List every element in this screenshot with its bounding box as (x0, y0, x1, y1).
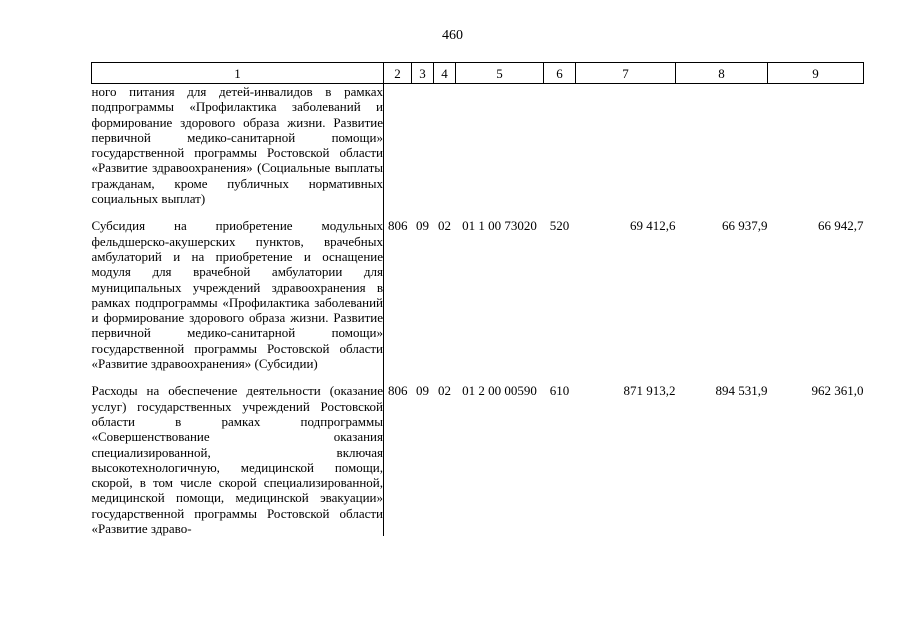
row-spacer (92, 371, 864, 383)
table-row (92, 218, 864, 371)
cell-target-article (456, 84, 544, 207)
table-row (92, 84, 864, 207)
column-header-3: 3 (412, 63, 434, 84)
column-header-1: 1 (92, 63, 384, 84)
cell-amount-year3: 66 942,7 (818, 218, 864, 234)
cell-amount-year1: 69 412,6 (630, 218, 676, 234)
cell-amount-year2 (676, 84, 768, 207)
column-header-7: 7 (576, 63, 676, 84)
column-header-2: 2 (384, 63, 412, 84)
column-header-9: 9 (768, 63, 864, 84)
cell-subsection (434, 84, 456, 207)
cell-amount-year3 (768, 84, 864, 207)
column-header-8: 8 (676, 63, 768, 84)
row-description: Субсидия на приобретение модульных фельдшерско-акушерских пунктов, врачебных амбулаторий и на приобретение и оснащение модуля для врачебной амбулатории для муниципальных учреждений здравоохранения в рамках подпрограммы «Профилактика заболеваний и формирование здорового образа жизни. Развитие первичной медико-санитарной помощи» государственной программы Ростовской области «Развитие здравоохранения» (Субсидии) (91, 218, 383, 372)
cell-ministry: 806 (388, 383, 408, 399)
column-header-6: 6 (544, 63, 576, 84)
cell-section: 09 (416, 383, 429, 399)
cell-expense-type (544, 84, 576, 207)
row-spacer (92, 206, 864, 218)
budget-table (91, 62, 864, 536)
cell-ministry: 806 (388, 218, 408, 234)
cell-subsection: 02 (438, 383, 451, 399)
cell-target-article: 01 2 00 00590 (462, 383, 537, 399)
table-header-row (92, 63, 864, 84)
cell-section (412, 84, 434, 207)
cell-subsection: 02 (438, 218, 451, 234)
table-row (92, 383, 864, 536)
cell-ministry (384, 84, 412, 207)
cell-section: 09 (416, 218, 429, 234)
row-description: Расходы на обеспечение деятельности (оказание услуг) государственных учреждений Ростовской области в рамках подпрограммы «Совершенствование оказания специализированной, включая высокотехнологичную, медицинской помощи, скорой, в том числе скорой специализированной, медицинской помощи, медицинской эвакуации» государственной программы Ростовской области «Развитие здраво- (91, 383, 383, 537)
row-description: ного питания для детей-инвалидов в рамках подпрограммы «Профилактика заболеваний и формирование здорового образа жизни. Развитие первичной медико-санитарной помощи» государственной программы Ростовской области «Развитие здравоохранения» (Социальные выплаты гражданам, кроме публичных нормативных социальных выплат) (91, 84, 383, 207)
cell-amount-year1 (576, 84, 676, 207)
cell-amount-year2: 66 937,9 (722, 218, 768, 234)
cell-target-article: 01 1 00 73020 (462, 218, 537, 234)
page-number: 460 (442, 28, 463, 43)
column-header-4: 4 (434, 63, 456, 84)
cell-expense-type: 520 (549, 218, 570, 234)
cell-amount-year3: 962 361,0 (811, 383, 864, 399)
cell-amount-year1: 871 913,2 (623, 383, 676, 399)
cell-expense-type: 610 (549, 383, 570, 399)
column-header-5: 5 (456, 63, 544, 84)
cell-amount-year2: 894 531,9 (715, 383, 768, 399)
